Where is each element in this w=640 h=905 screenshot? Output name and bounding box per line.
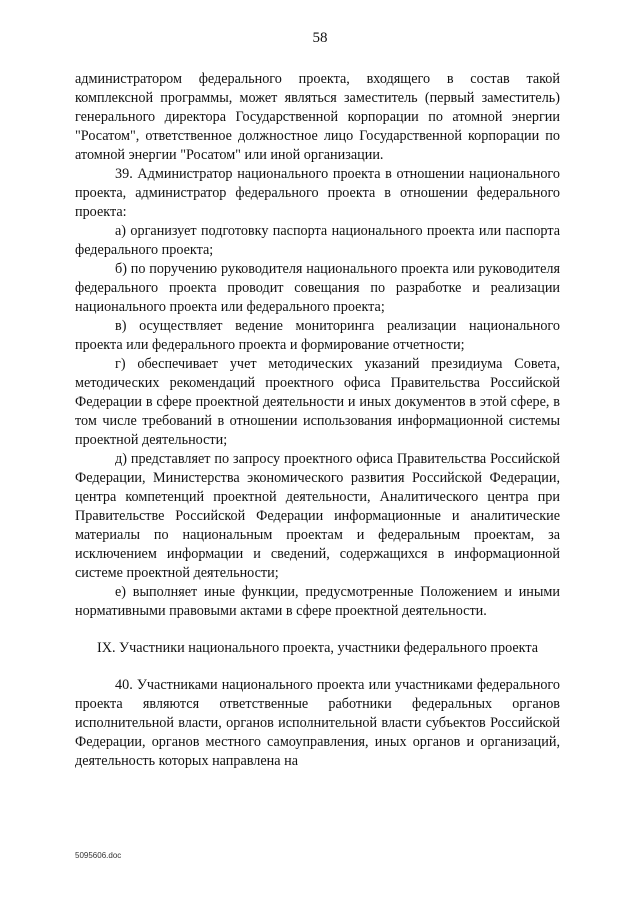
paragraph-39-v: в) осуществляет ведение мониторинга реализации национального проекта или федерального проекта и формирование отчетности; <box>75 318 560 353</box>
paragraph-39-b: б) по поручению руководителя национального проекта или руководителя федерального проекта проводит совещания по разработке и реализации национального проекта или федерального проекта; <box>75 261 560 315</box>
paragraph-39-a: а) организует подготовку паспорта национального проекта или паспорта федерального проекта; <box>75 223 560 258</box>
section-heading: IX. Участники национального проекта, участники федерального проекта <box>96 640 539 656</box>
document-body <box>75 70 560 771</box>
paragraph-40: 40. Участниками национального проекта или участниками федерального проекта являются ответственные работники федеральных органов исполнительной власти, органов исполнительной власти субъектов Российской Федерации, органов местного самоуправления, иных органов и организаций, деятельность которых направлена на <box>75 677 560 769</box>
paragraph-39: 39. Администратор национального проекта в отношении национального проекта, администратор федерального проекта в отношении федерального проекта: <box>75 166 560 220</box>
footer-document-code: 5095606.doc <box>75 851 122 860</box>
page-number: 58 <box>312 30 328 46</box>
paragraph-39-e: е) выполняет иные функции, предусмотренные Положением и иными нормативными правовыми актами в сфере проектной деятельности. <box>75 584 560 619</box>
paragraph-39-d: д) представляет по запросу проектного офиса Правительства Российской Федерации, Министерства экономического развития Российской Федерации, центра компетенций проектной деятельности, Аналитического центра при Правительстве Российской Федерации информационные и аналитические материалы по национальным проектам и федеральным проектам, за исключением информации и сведений, содержащихся в информационной системе проектной деятельности; <box>75 451 560 581</box>
paragraph-39-g: г) обеспечивает учет методических указаний президиума Совета, методических рекомендаций проектного офиса Правительства Российской Федерации в сфере проектной деятельности и иных документов в этой сфере, в том числе требований в отношении использования информационной системы проектной деятельности; <box>75 356 560 448</box>
paragraph-continuation: администратором федерального проекта, входящего в состав такой комплексной программы, может являться заместитель (первый заместитель) генерального директора Государственной корпорации по атомной энергии "Росатом", ответственное должностное лицо Государственной корпорации по атомной энергии "Росатом" или иной организации. <box>75 71 560 163</box>
